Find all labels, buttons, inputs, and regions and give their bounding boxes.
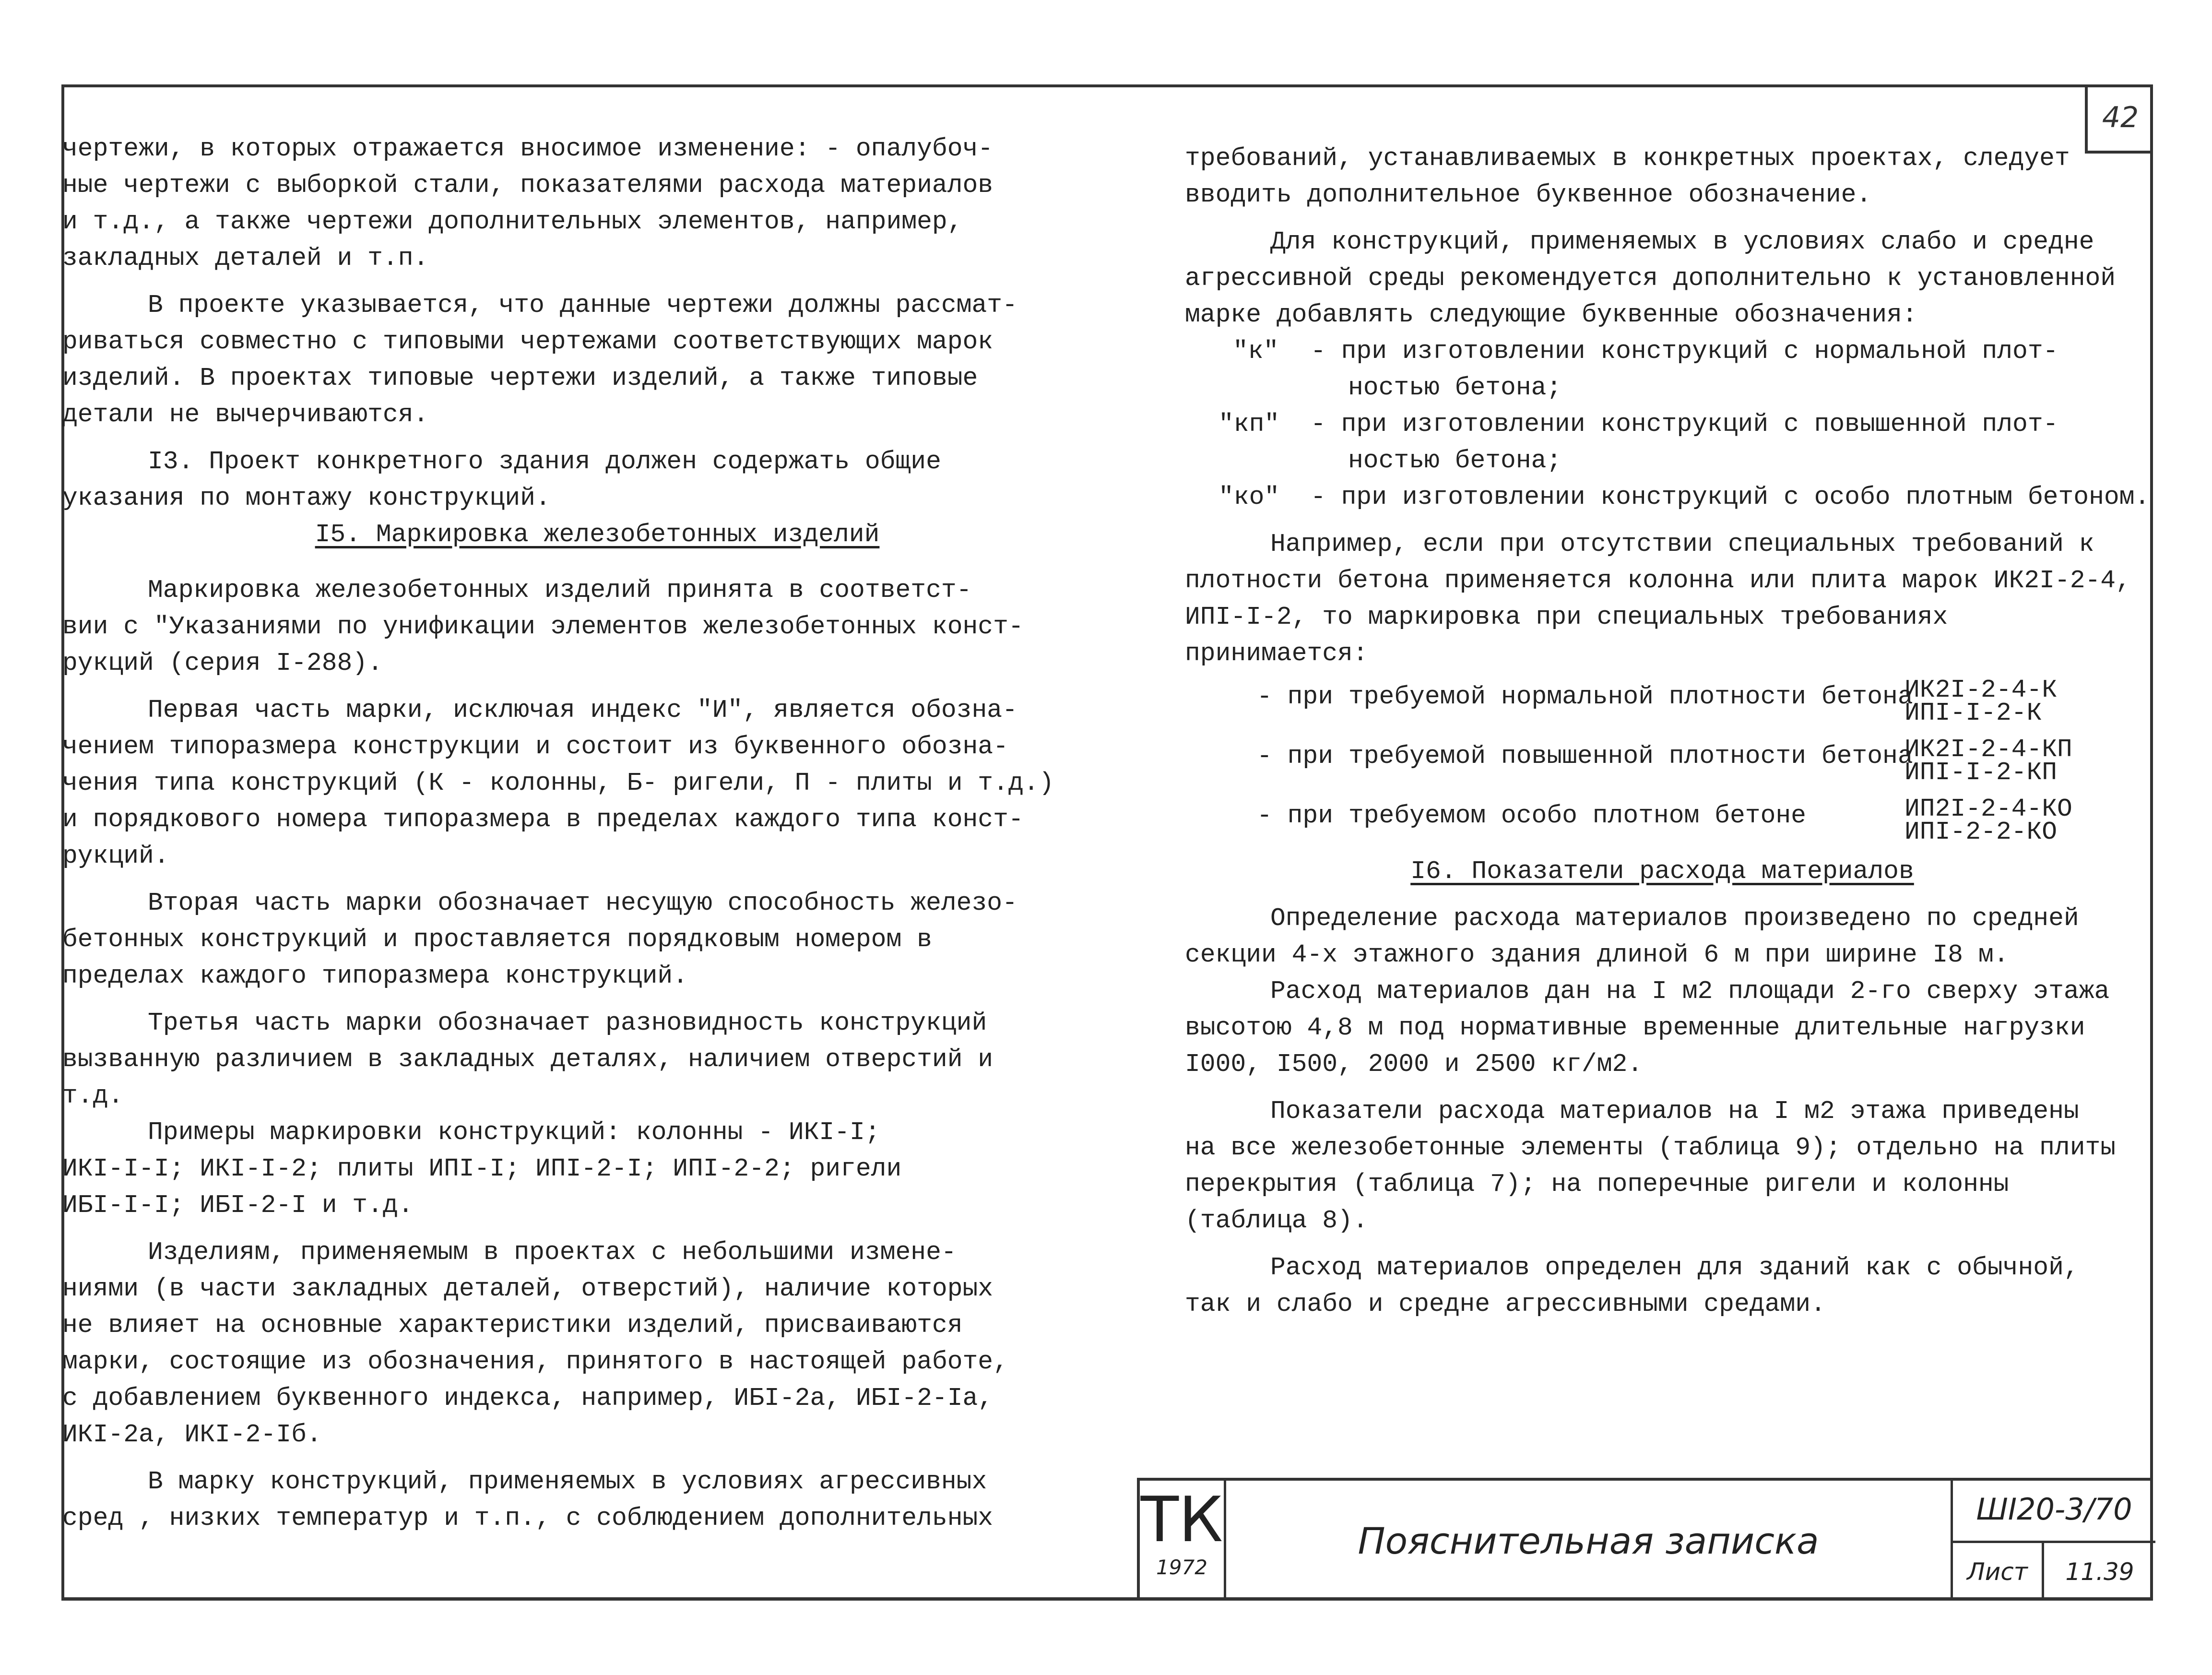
text-line: т.д. [62,1081,124,1110]
text-line: перекрытия (таблица 7); на поперечные ригели и колонны [1185,1170,2009,1199]
text-line: и т.д., а также чертежи дополнительных элементов, например, [62,207,963,236]
term-line: ностью бетона; [1348,373,1562,402]
text-line: пределах каждого типоразмера конструкций. [62,962,688,990]
document-title: Пояснительная записка [1358,1519,1819,1562]
term-key: "ко" [1218,483,1280,511]
left-column [62,131,1132,1536]
sheet-label: Лист [1953,1543,2044,1601]
text-line: указания по монтажу конструкций. [62,484,551,512]
text-line: Показатели расхода материалов на I м2 этажа приведены [1270,1097,2079,1126]
text-line: вводить дополнительное буквенное обозначение. [1185,180,1872,209]
text-line: риваться совместно с типовыми чертежами соответствующих марок [62,327,994,356]
term-kp [1185,406,2140,479]
text-line: ИБI-I-I; ИБI-2-I и т.д. [62,1191,414,1220]
text-line: рукций (серия I-288). [62,649,383,677]
text-line: чертежи, в которых отражается вносимое изменение: - опалубоч- [62,134,994,163]
text-line: Расход материалов определен для зданий как с обычной, [1270,1253,2079,1282]
text-line: Примеры маркировки конструкций: колонны - ИКI-I; [148,1118,880,1147]
text-line: В марку конструкций, применяемых в условиях агрессивных [148,1467,987,1496]
title-block-right [1951,1481,2153,1601]
text-line: Определение расхода материалов произведено по средней [1270,904,2079,933]
text-line: и порядкового номера типоразмера в пределах каждого типа конст- [62,805,1024,834]
series-year: 1972 [1156,1556,1207,1579]
paragraph [1185,1093,2140,1239]
paragraph [62,1463,1132,1536]
text-line: рукций. [62,842,169,870]
paragraph [62,131,1132,276]
series-mark: ТК [1140,1483,1223,1556]
paragraph [1185,224,2140,333]
text-line: на все железобетонные элементы (таблица 9); отдельно на плиты [1185,1133,2116,1162]
term-line: - при изготовлении конструкций с особо плотным бетоном. [1311,483,2150,511]
marking-code: ИПI-I-2-КП [1904,758,2058,787]
text-line: агрессивной среды рекомендуется дополнительно к установленной [1185,264,2116,293]
term-line: - при изготовлении конструкций с повышенной плот- [1311,410,2058,439]
text-line: Первая часть марки, исключая индекс "И", является обозна- [148,696,1017,725]
paragraph [62,443,1132,516]
title-block-series [1140,1481,1226,1601]
text-line: I3. Проект конкретного здания должен содержать общие [148,447,941,476]
text-line: чением типоразмера конструкции и состоит из буквенного обозна- [62,732,1008,761]
marking-code: ИК2I-2-4-К [1904,676,2058,704]
text-line: с добавлением буквенного индекса, например, ИБI-2а, ИБI-2-Iа, [62,1384,994,1413]
right-column [1185,140,2150,1322]
term-ko [1185,479,2150,515]
text-line: закладных деталей и т.п. [62,244,429,273]
text-line: I000, I500, 2000 и 2500 кг/м2. [1185,1050,1643,1079]
marking-codes [1904,795,2072,846]
text-line: ИКI-I-I; ИКI-I-2; плиты ИПI-I; ИПI-2-I; ИПI-2-2; ригели [62,1154,902,1183]
marking-codes [1904,678,2057,725]
title-block [1137,1478,2153,1601]
marking-example [1185,735,2140,797]
text-line: вызванную различием в закладных деталях, наличием отверстий и [62,1045,994,1074]
text-line: чения типа конструкций (К - колонны, Б- ригели, П - плиты и т.д.) [62,769,1054,797]
paragraph [62,1114,1132,1224]
term-line: - при изготовлении конструкций с нормальной плот- [1311,337,2058,366]
text-line: Расход материалов дан на I м2 площади 2-го сверху этажа [1270,977,2110,1006]
paragraph [62,1234,1132,1453]
term-key: "к" [1233,337,1279,366]
paragraph [62,287,1132,433]
text-line: вии с "Указаниями по унификации элементов железобетонных конст- [62,612,1024,641]
text-line: высотою 4,8 м под нормативные временные длительные нагрузки [1185,1013,2085,1042]
text-line: Вторая часть марки обозначает несущую способность железо- [148,889,1017,917]
text-line: марке добавлять следующие буквенные обозначения: [1185,300,1917,329]
text-line: Изделиям, применяемым в проектах с небольшими измене- [148,1238,957,1267]
text-line: так и слабо и средне агрессивными средами. [1185,1290,1826,1319]
text-line: В проекте указывается, что данные чертежи должны рассмат- [148,291,1017,320]
text-line: требований, устанавливаемых в конкретных проектах, следует [1185,144,2070,173]
text-line: ные чертежи с выборкой стали, показателями расхода материалов [62,171,994,200]
marking-code: ИП2I-2-4-КО [1904,795,2072,823]
paragraph [1185,526,2140,672]
document-code: ШI20-3/70 [1953,1481,2155,1543]
text-line: бетонных конструкций и проставляется порядковым номером в [62,925,932,954]
text-line: сред , низких температур и т.п., с соблюдением дополнительных [62,1504,994,1532]
marking-text: - при требуемой повышенной плотности бетона [1257,742,1913,771]
text-line: Например, если при отсутствии специальных требований к [1270,530,2094,558]
marking-example [1185,797,2140,857]
text-line: (таблица 8). [1185,1206,1368,1235]
marking-code: ИПI-I-2-К [1904,699,2042,727]
text-line: Третья часть марки обозначает разновидность конструкций [148,1009,987,1037]
term-line: ностью бетона; [1348,446,1562,475]
text-line: плотности бетона применяется колонна или плита марок ИК2I-2-4, [1185,566,2131,595]
paragraph [62,572,1132,681]
paragraph [62,692,1132,874]
text-line: Маркировка железобетонных изделий принята в соответст- [148,576,972,605]
page-number: 42 [2085,86,2153,154]
text-line: ИКI-2а, ИКI-2-Iб. [62,1420,322,1449]
sheet-number: 11.39 [2065,1558,2134,1586]
text-line: детали не вычерчиваются. [62,400,429,429]
marking-example [1185,678,2140,738]
section-heading-16: I6. Показатели расхода материалов [1410,857,1914,886]
text-line: ниями (в части закладных деталей, отверстий), наличие которых [62,1274,994,1303]
paragraph [1185,900,2140,973]
paragraph [1185,1249,2140,1322]
paragraph [1185,140,2140,213]
paragraph [1185,973,2140,1082]
term-key: "кп" [1218,410,1280,439]
marking-code: ИПI-2-2-КО [1904,818,2058,846]
section-heading-15: I5. Маркировка железобетонных изделий [315,520,880,549]
text-line: ИПI-I-2, то маркировка при специальных требованиях принимается: [1185,603,1948,668]
text-line: изделий. В проектах типовые чертежи изделий, а также типовые [62,364,978,392]
paragraph [62,885,1132,994]
paragraph [62,1005,1132,1114]
marking-text: - при требуемой нормальной плотности бетона [1257,682,1913,711]
marking-code: ИК2I-2-4-КП [1904,735,2072,764]
text-line: секции 4-х этажного здания длиной 6 м при ширине I8 м. [1185,940,2009,969]
marking-codes [1904,735,2072,787]
text-line: не влияет на основные характеристики изделий, присваиваются [62,1311,963,1340]
marking-text: - при требуемом особо плотном бетоне [1257,801,1806,830]
term-k [1185,333,2140,406]
text-line: марки, состоящие из обозначения, принятого в настоящей работе, [62,1347,1008,1376]
text-line: Для конструкций, применяемых в условиях слабо и средне [1270,227,2094,256]
